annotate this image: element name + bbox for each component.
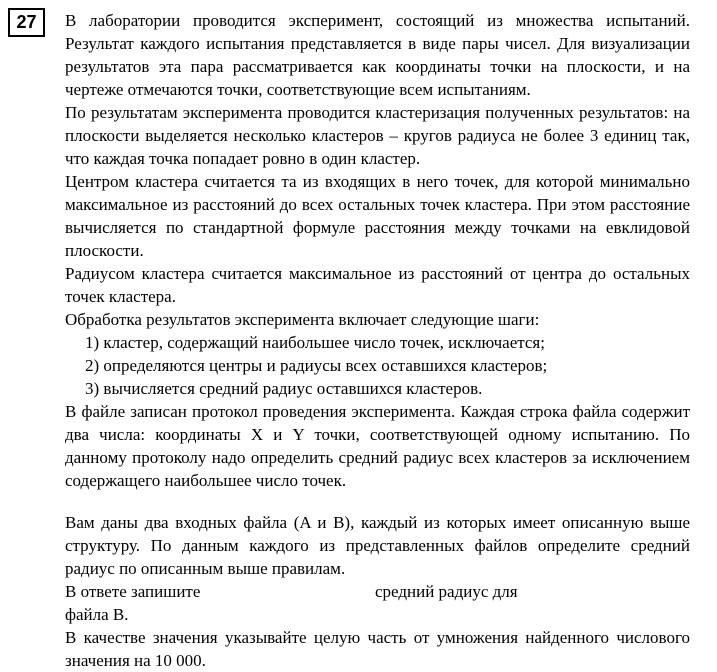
answer-instruction-start: В ответе запишите bbox=[65, 582, 201, 601]
steps-list bbox=[65, 331, 690, 400]
step-item: 1) кластер, содержащий наибольшее число точек, исключается; bbox=[85, 333, 545, 352]
task-number: 27 bbox=[16, 12, 37, 32]
answer-file-label: файла B. bbox=[65, 605, 129, 624]
task-number-box bbox=[8, 8, 45, 37]
paragraph-experiment: В лаборатории проводится эксперимент, состоящий из множества испытаний. Результат каждого испытания представляется в виде пары чисел. Для визуализации результатов эта пара рассматривается как координаты точки на плоскости, и на чертеже отмечаются точки, соответствующие всем испытаниям. bbox=[65, 11, 690, 99]
answer-instruction-row bbox=[65, 580, 690, 603]
step-item: 3) вычисляется средний радиус оставшихся кластеров. bbox=[85, 379, 483, 398]
paragraph-processing: Обработка результатов эксперимента включает следующие шаги: bbox=[65, 310, 540, 329]
paragraph-file-protocol: В файле записан протокол проведения эксперимента. Каждая строка файла содержит два числа: координаты X и Y точки, соответствующей одному испытанию. По данному протоколу надо определить средний радиус всех кластеров за исключением содержащего наибольшее число точек. bbox=[65, 402, 690, 490]
paragraph-answer-format: В качестве значения указывайте целую часть от умножения найденного числового значения на 10 000. bbox=[65, 628, 690, 670]
answer-instruction-end: средний радиус для bbox=[375, 582, 518, 601]
paragraph-clustering: По результатам эксперимента проводится кластеризация полученных результатов: на плоскости выделяется несколько кластеров – кругов радиуса не более 3 единиц так, что каждая точка попадает ровно в один кластер. bbox=[65, 103, 690, 168]
paragraph-cluster-radius: Радиусом кластера считается максимальное из расстояний от центра до остальных точек кластера. bbox=[65, 264, 690, 306]
paragraph-input-files: Вам даны два входных файла (A и B), каждый из которых имеет описанную выше структуру. По данным каждого из представленных файлов определите средний радиус по описанным выше правилам. bbox=[65, 513, 690, 578]
paragraph-cluster-center: Центром кластера считается та из входящих в него точек, для которой минимально максимальное из расстояний до всех остальных точек кластера. При этом расстояние вычисляется по стандартной формуле расстояния между точками на евклидовой плоскости. bbox=[65, 172, 690, 260]
task-text bbox=[65, 9, 690, 672]
step-item: 2) определяются центры и радиусы всех оставшихся кластеров; bbox=[85, 356, 548, 375]
